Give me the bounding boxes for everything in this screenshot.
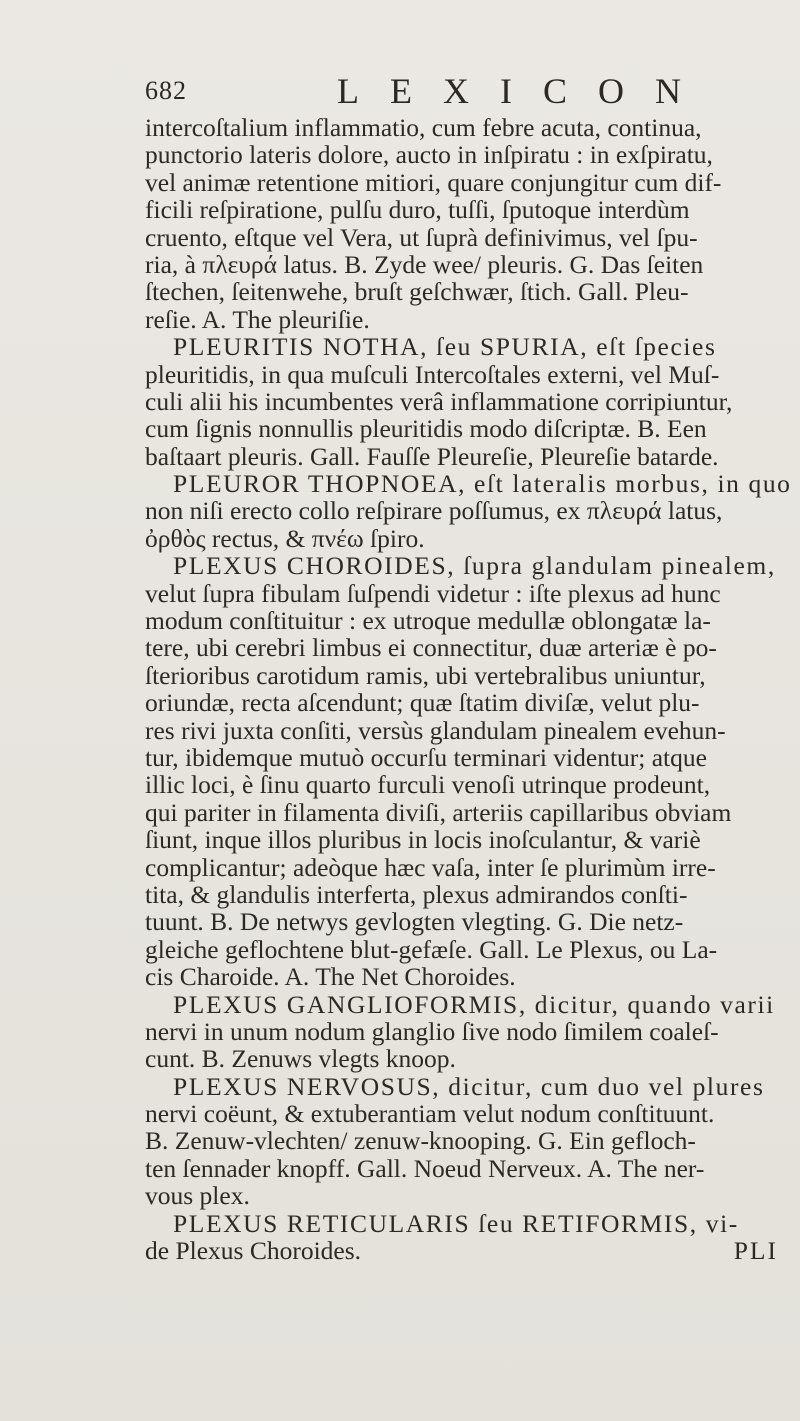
catchword: PLI [733,1236,778,1266]
text-line: ὀρθὸς rectus, & πνέω ſpiro. [145,523,425,553]
text-line: tere, ubi cerebri limbus ei connectitur, duæ arteriæ è po- [145,633,717,663]
text-line: gleiche geflochtene blut-gefæſe. Gall. Le Plexus, ou La- [145,934,718,964]
text-line: cunt. B. Zenuws vlegts knoop. [145,1044,456,1074]
text-line: de Plexus Choroides. PLI [145,1236,778,1266]
text-line: ſiunt, inque illos pluribus in locis inoſculantur, & variè [145,825,701,855]
text-line: ficili reſpiratione, pulſu duro, tuſſi, ſputoque interdùm [145,195,690,225]
entry-headword-line: PLEXUS RETICULARIS ſeu RETIFORMIS, vi- [173,1208,739,1238]
text-line: nervi in unum nodum glanglio ſive nodo ſimilem coaleſ- [145,1016,719,1046]
text-line: illic loci, è ſinu quarto furculi venoſi utrinque prodeunt, [145,770,711,800]
text-line: velut ſupra fibulam ſuſpendi videtur : iſte plexus ad hunc [145,578,721,608]
running-title: LEXICON [337,71,712,111]
text-line: pleuritidis, in qua muſculi Intercoſtales externi, vel Muſ- [145,359,720,389]
text-line: cum ſignis nonnullis pleuritidis modo diſcriptæ. B. Een [145,414,707,444]
text-line: ſtechen, ſeitenwehe, bruſt geſchwær, ſtich. Gall. Pleu- [145,277,689,307]
entry-headword-line: PLEURITIS NOTHA, ſeu SPURIA, eſt ſpecies [173,332,717,362]
text-line: tita, & glandulis interferta, plexus admirandos conſti- [145,879,688,909]
entry-headword-line: PLEUROR THOPNOEA, eſt lateralis morbus, in quo [173,469,792,499]
text-line: res rivi juxta conſiti, versùs glandulam pinealem evehun- [145,715,726,745]
entry-headword-line: PLEXUS NERVOSUS, dicitur, cum duo vel plures [173,1071,765,1101]
text-line: ſterioribus carotidum ramis, ubi vertebralibus uniuntur, [145,660,706,690]
text-line: reſie. A. The pleuriſie. [145,304,370,334]
text-line: qui pariter in filamenta diviſi, arteriis capillaribus obviam [145,797,732,827]
page-number: 682 [145,76,187,105]
entry-headword-line: PLEXUS GANGLIOFORMIS, dicitur, quando varii [173,989,775,1019]
text-line: baſtaart pleuris. Gall. Fauſſe Pleureſie, Pleureſie batarde. [145,441,719,471]
text-line: modum conſtituitur : ex utroque medullæ oblongatæ la- [145,606,711,636]
text-line: intercoſtalium inflammatio, cum febre acuta, continua, [145,113,702,142]
text-line: punctorio lateris dolore, aucto in inſpiratu : in exſpiratu, [145,140,713,170]
text-line: cis Charoide. A. The Net Choroides. [145,962,516,992]
text-line: non niſi erecto collo reſpirare poſſumus, ex πλευρά latus, [145,496,723,526]
text-line: vel animæ retentione mitiori, quare conjungitur cum dif- [145,167,722,197]
text-line: culi alii his incumbentes verâ inflammatione corripiuntur, [145,386,733,416]
text-line: cruento, eſtque vel Vera, ut ſuprà definivimus, vel ſpu- [145,222,698,252]
text-line: oriundæ, recta aſcendunt; quæ ſtatim diviſæ, velut plu- [145,688,700,718]
text-line: nervi coëunt, & extuberantiam velut nodum conſtituunt. [145,1099,715,1129]
dictionary-text [145,113,792,1266]
text-line: ten ſennader knopff. Gall. Noeud Nerveux. A. The ner- [145,1153,705,1183]
text-line: complicantur; adeòque hæc vaſa, inter ſe plurimùm irre- [145,852,716,882]
text-line: ria, à πλευρά latus. B. Zyde wee/ pleuris. G. Das ſeiten [145,249,704,279]
text-line: tuunt. B. De netwys gevlogten vlegting. G. Die netz- [145,907,684,937]
text-line: B. Zenuw-vlechten/ zenuw-knooping. G. Ein gefloch- [145,1126,696,1156]
entry-headword-line: PLEXUS CHOROIDES, ſupra glandulam pinealem, [173,551,776,581]
page-header [145,70,760,110]
text-line: tur, ibidemque mutuò occurſu terminari videntur; atque [145,742,707,772]
text-line: vous plex. [145,1181,250,1211]
